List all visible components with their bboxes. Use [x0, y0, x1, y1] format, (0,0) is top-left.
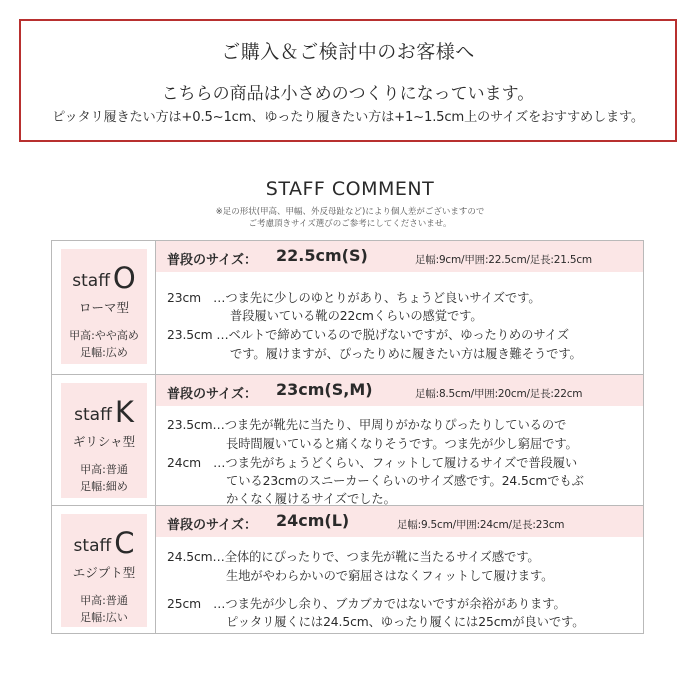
staff-comment-title: STAFF COMMENT — [265, 178, 435, 200]
foot-measurements: 足幅:9cm/甲囲:22.5cm/足長:21.5cm — [415, 254, 592, 266]
staff-row-k — [52, 374, 643, 506]
staff-comment-note-1: ※足の形状(甲高、甲幅、外反母趾など)により個人差がございますので — [215, 207, 485, 217]
staff-name: staff O — [72, 261, 136, 295]
usual-size-bar — [156, 241, 643, 272]
comment-line: 普段履いている靴の22cmくらいの感覚です。 — [230, 309, 483, 323]
usual-size-bar — [156, 375, 643, 406]
usual-size-label: 普段のサイズ： — [167, 518, 257, 533]
staff-profile — [61, 514, 147, 627]
notice-line-2: ピッタリ履きたい方は+0.5~1cm、ゆったり履きたい方は+1~1.5cm上のサイズをおすすめします。 — [52, 110, 644, 125]
instep-height: 甲高:普通 — [80, 463, 128, 476]
staff-profile — [61, 383, 147, 498]
foot-measurements: 足幅:9.5cm/甲囲:24cm/足長:23cm — [397, 519, 565, 531]
foot-measurements: 足幅:8.5cm/甲囲:20cm/足長:22cm — [415, 388, 583, 400]
staff-name: staff K — [74, 395, 134, 429]
usual-size-label: 普段のサイズ： — [167, 387, 257, 402]
comment-line: 24cm …つま先がちょうどくらい、フィットして履けるサイズで普段履い — [167, 456, 578, 470]
notice-line-1: こちらの商品は小さめのつくりになっています。 — [161, 84, 535, 104]
comment-line: ている23cmのスニーカーくらいのサイズ感です。24.5cmでもぶ — [226, 474, 584, 488]
comment-line: かくなく履けるサイズでした。 — [226, 492, 396, 506]
comment-line: 長時間履いていると痛くなりそうです。つま先が少し窮屈です。 — [226, 437, 578, 451]
comment-line: ピッタリ履くには24.5cm、ゆったり履くには25cmが良いです。 — [226, 615, 585, 629]
staff-profile — [61, 249, 147, 364]
usual-size-value: 24cm(L) — [276, 511, 350, 530]
staff-comment-note-2: ご考慮頂きサイズ選びのご参考にしてくださいませ。 — [248, 219, 452, 229]
notice-title: ご購入＆ご検討中のお客様へ — [221, 41, 475, 63]
usual-size-value: 22.5cm(S) — [276, 246, 368, 265]
instep-height: 甲高:やや高め — [69, 329, 139, 342]
foot-width: 足幅:広め — [80, 346, 128, 359]
usual-size-label: 普段のサイズ： — [167, 253, 257, 268]
comment-line: です。履けますが、ぴったりめに履きたい方は履き難そうです。 — [230, 347, 582, 361]
foot-type: ローマ型 — [78, 300, 129, 315]
staff-name: staff C — [73, 526, 135, 560]
foot-type: エジプト型 — [72, 565, 136, 580]
comment-line: 生地がやわらかいので窮屈さはなくフィットして履けます。 — [226, 569, 554, 583]
instep-height: 甲高:普通 — [80, 594, 128, 607]
comment-line: 25cm …つま先が少し余り、ブカブカではないですが余裕があります。 — [167, 597, 566, 611]
comment-line: 23cm …つま先に少しのゆとりがあり、ちょうど良いサイズです。 — [167, 291, 541, 305]
comment-line: 23.5cm …ベルトで締めているので脱げないですが、ゆったりめのサイズ — [167, 328, 569, 342]
usual-size-value: 23cm(S,M) — [276, 380, 373, 399]
foot-width: 足幅:広い — [80, 611, 128, 624]
usual-size-bar — [156, 506, 643, 537]
comment-line: 24.5cm…全体的にぴったりで、つま先が靴に当たるサイズ感です。 — [167, 550, 540, 564]
comment-line: 23.5cm…つま先が靴先に当たり、甲周りがかなりぴったりしているので — [167, 418, 567, 432]
staff-comment-table — [51, 240, 644, 634]
staff-row-c — [52, 505, 643, 635]
foot-type: ギリシャ型 — [72, 434, 136, 449]
staff-row-o — [52, 241, 643, 374]
foot-width: 足幅:細め — [80, 480, 128, 493]
notice-box — [19, 19, 677, 142]
